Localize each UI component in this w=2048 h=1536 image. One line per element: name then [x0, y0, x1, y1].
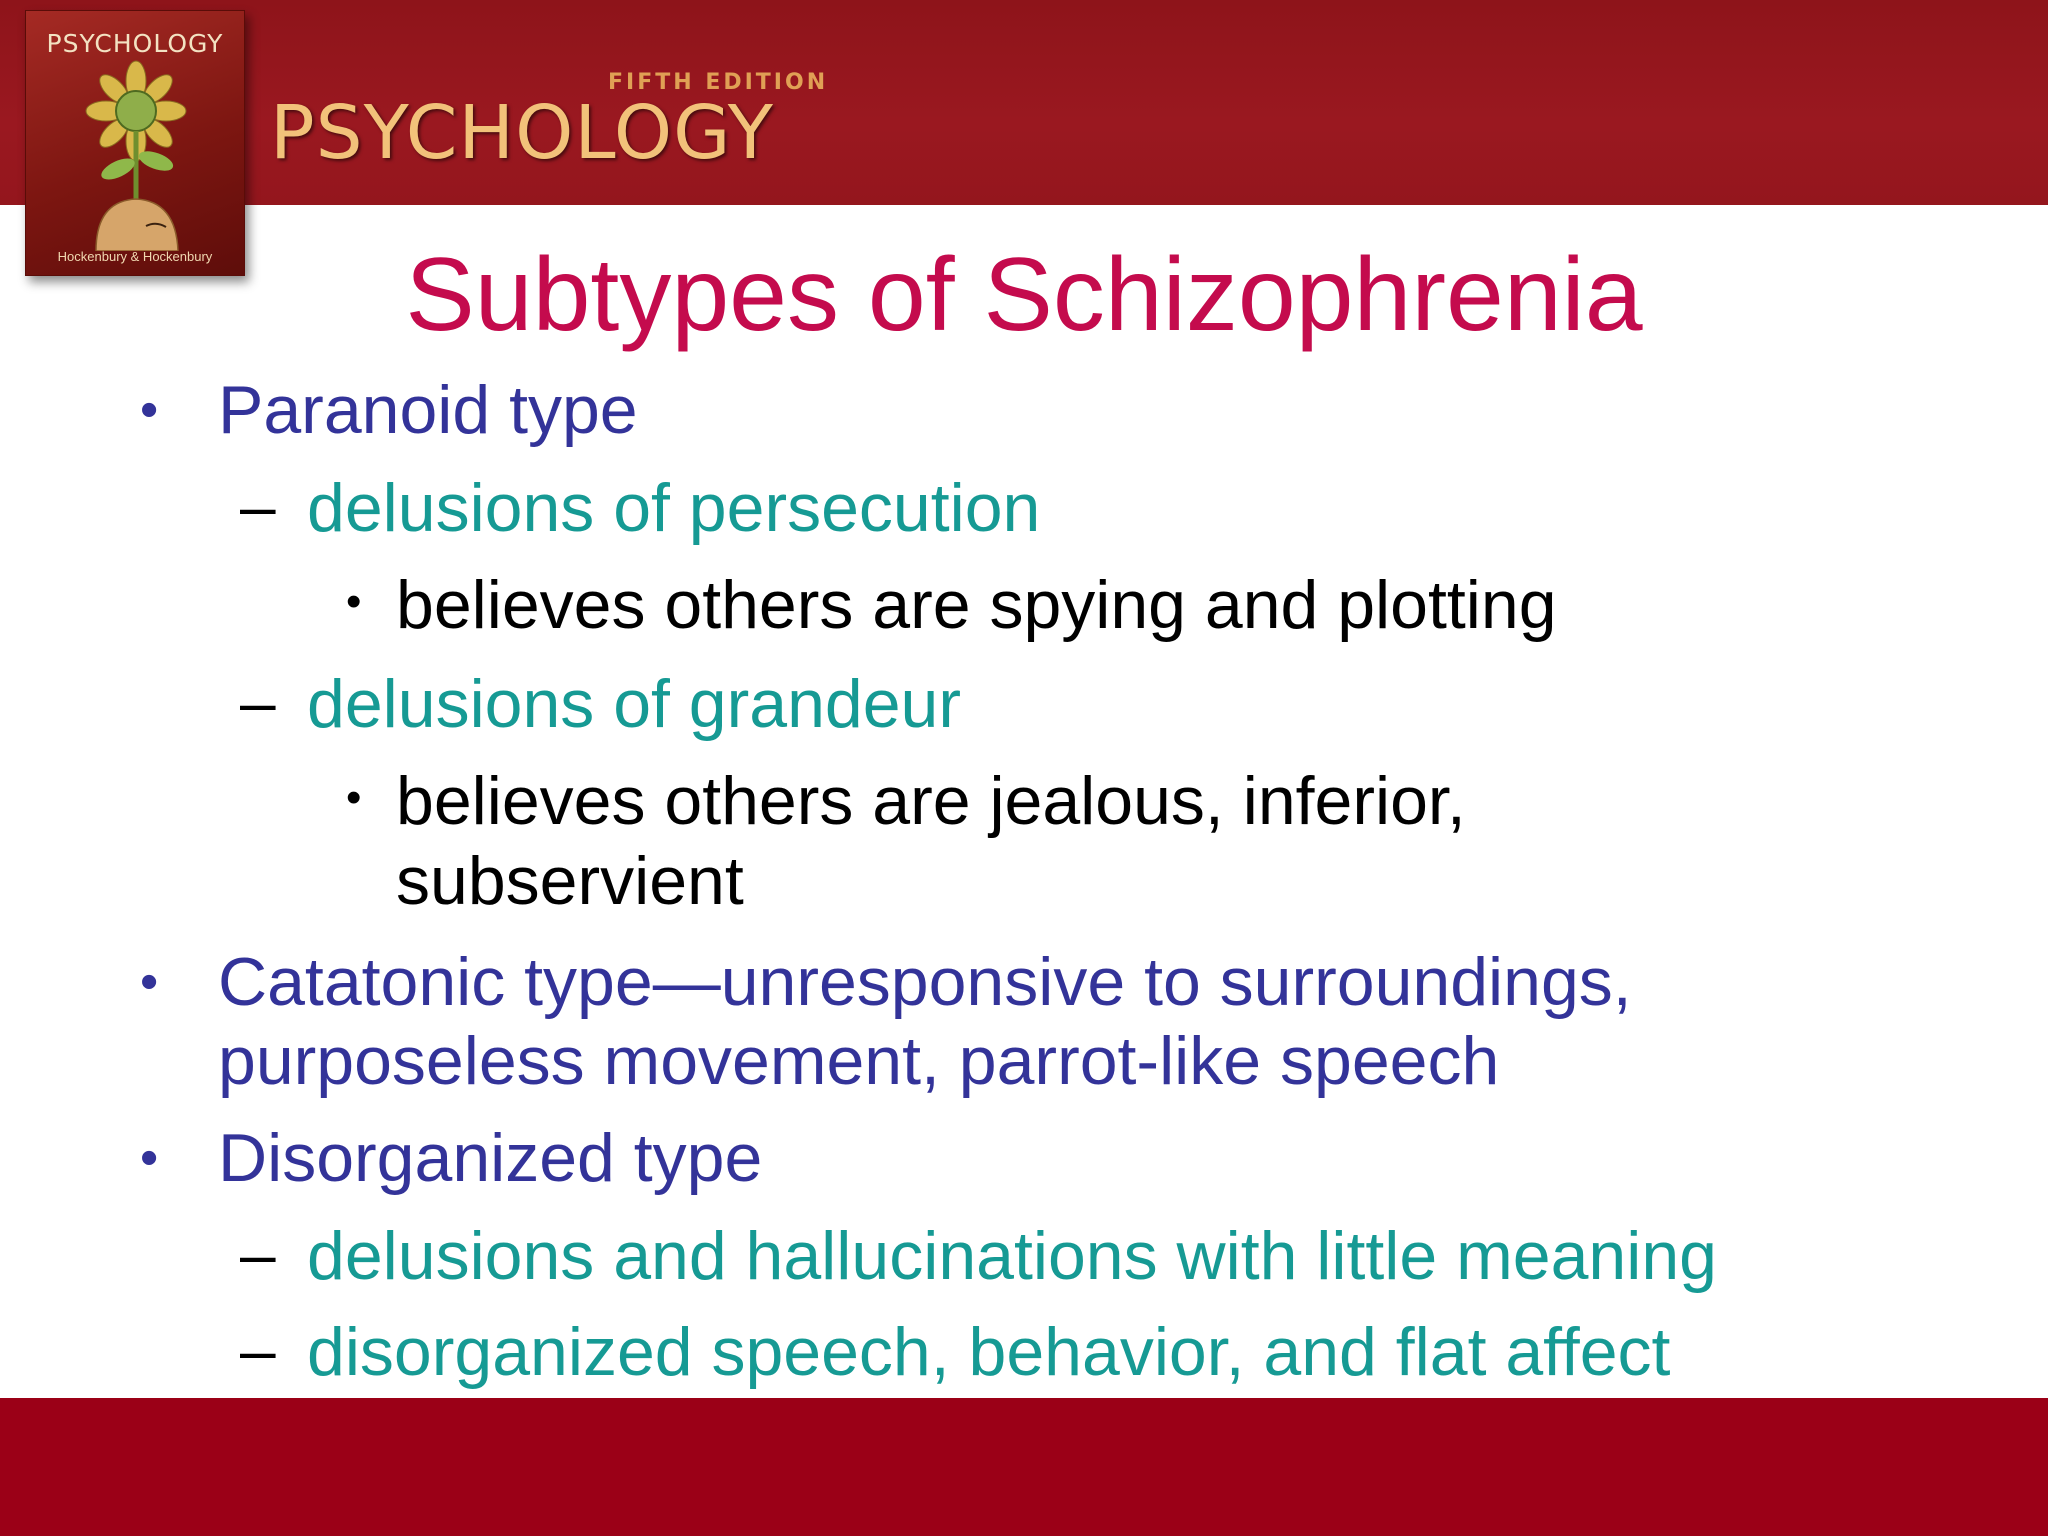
- outline-item-level1: Disorganized type: [218, 1120, 763, 1196]
- bullet-icon: •: [346, 577, 362, 626]
- outline-item-level1-line1: Catatonic type—unresponsive to surroundings,: [218, 944, 1632, 1020]
- bullet-icon: •: [140, 953, 159, 1011]
- outline-item-level1-line2: purposeless movement, parrot-like speech: [218, 1023, 1500, 1099]
- outline-item-level2: disorganized speech, behavior, and flat affect: [307, 1314, 1671, 1390]
- outline-item-level2: delusions of persecution: [307, 470, 1041, 546]
- outline-item-level3-line2: subservient: [396, 843, 744, 919]
- outline-item-level3-line1: believes others are jealous, inferior,: [396, 763, 1466, 839]
- bullet-icon: •: [140, 381, 159, 439]
- dash-icon: –: [240, 666, 276, 738]
- cover-authors: Hockenbury & Hockenbury: [57, 249, 213, 264]
- outline-item-level2: delusions and hallucinations with little meaning: [307, 1218, 1717, 1294]
- bullet-icon: •: [346, 773, 362, 822]
- outline-item-level1: Paranoid type: [218, 372, 638, 448]
- dash-icon: –: [240, 470, 276, 542]
- footer-band: [0, 1398, 2048, 1536]
- sunflower-head-illustration: [56, 51, 216, 251]
- outline-item-level3: believes others are spying and plotting: [396, 567, 1557, 643]
- book-title: PSYCHOLOGY: [270, 90, 775, 176]
- outline-item-level2: delusions of grandeur: [307, 666, 962, 742]
- dash-icon: –: [240, 1218, 276, 1290]
- bullet-icon: •: [140, 1129, 159, 1187]
- book-cover-image: [25, 10, 245, 276]
- edition-label: FIFTH EDITION: [608, 70, 829, 95]
- dash-icon: –: [240, 1314, 276, 1386]
- slide-title: Subtypes of Schizophrenia: [405, 237, 1643, 353]
- cover-title: PSYCHOLOGY: [46, 29, 224, 58]
